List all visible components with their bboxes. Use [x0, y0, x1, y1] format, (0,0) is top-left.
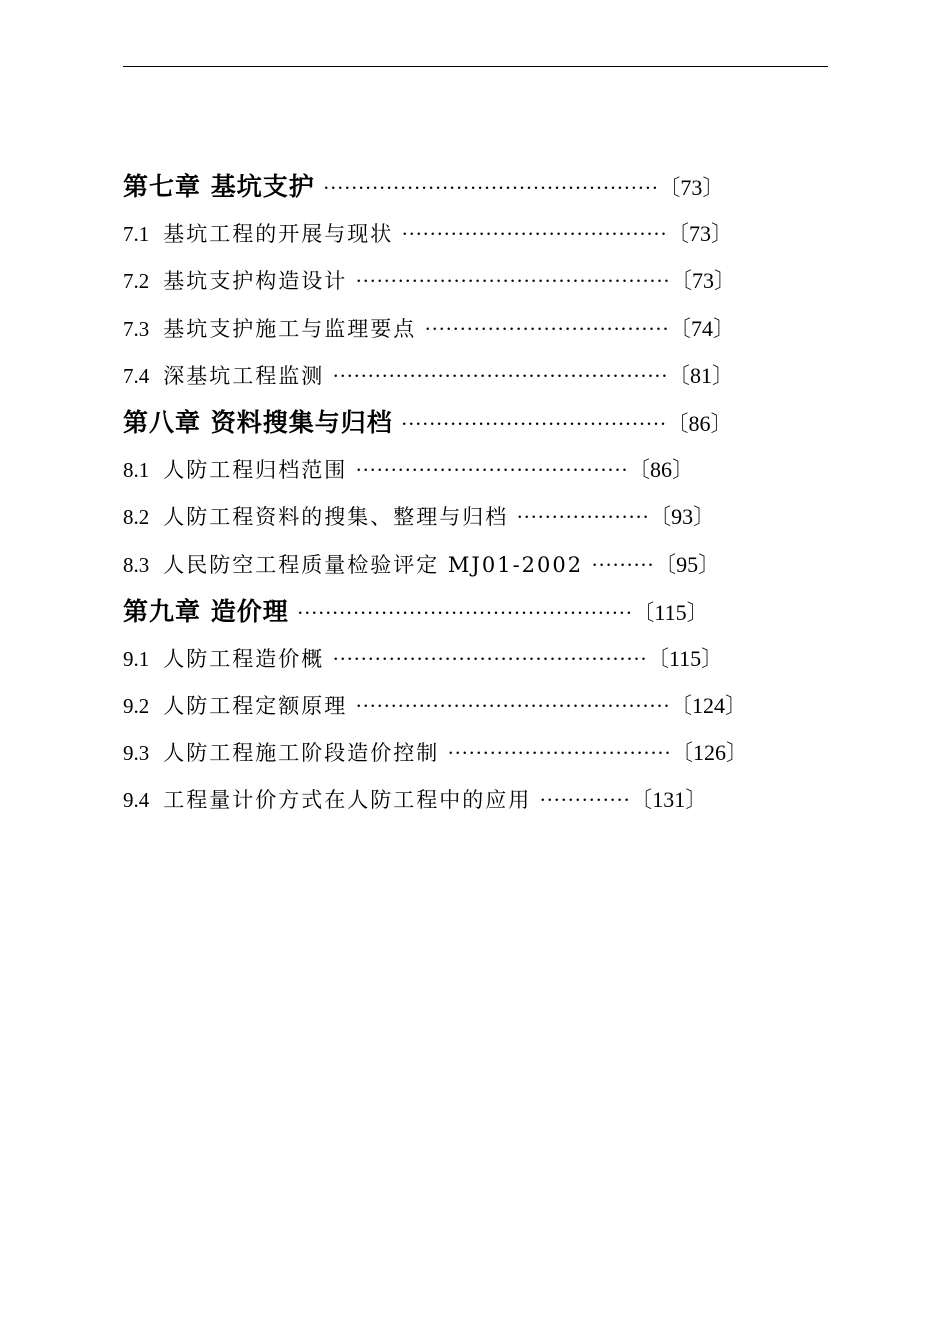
toc-entry-leader: ······································: [401, 222, 667, 247]
toc-entry-leader: ·············································: [355, 269, 670, 294]
toc-entry[interactable]: [123, 493, 828, 540]
toc-entry[interactable]: [123, 352, 828, 399]
toc-entry-title: 人防工程资料的搜集、整理与归档: [163, 505, 509, 530]
toc-entry-leader: ·············································: [355, 694, 670, 719]
toc-entry-title: 基坑支护构造设计: [163, 269, 348, 294]
toc-entry-page: 〔 73 〕: [658, 164, 724, 210]
toc-entry-page: 〔 73 〕: [667, 210, 733, 257]
toc-entry-page: 〔 124 〕: [670, 682, 747, 729]
toc-entry-leader: ···················: [516, 505, 650, 530]
toc-entry-number: 9.1: [123, 646, 150, 671]
toc-entry[interactable]: [123, 635, 828, 682]
toc-entry-title: 人防工程施工阶段造价控制: [163, 741, 440, 766]
toc-entry-title: 第七章 基坑支护: [123, 172, 315, 201]
toc-entry-title: 基坑支护施工与监理要点: [163, 316, 417, 341]
toc-entry-title: 人民防空工程质量检验评定 MJ01-2002: [163, 552, 584, 577]
toc-entry-title: 基坑工程的开展与现状: [163, 222, 394, 247]
toc-entry-title: 深基坑工程监测: [163, 363, 325, 388]
toc-entry[interactable]: [123, 257, 828, 304]
toc-entry-title: 人防工程定额原理: [163, 694, 348, 719]
toc-entry-number: 9.3: [123, 741, 150, 766]
toc-entry-title: 人防工程造价概: [163, 646, 325, 671]
toc-entry[interactable]: [123, 541, 828, 588]
toc-entry[interactable]: [123, 163, 828, 210]
toc-entry-number: 9.4: [123, 788, 150, 813]
toc-entry-title: 工程量计价方式在人防工程中的应用: [163, 788, 532, 813]
toc-entry[interactable]: [123, 776, 828, 823]
toc-entry-title: 第八章 资料搜集与归档: [123, 407, 393, 437]
toc-entry-page: 〔 95 〕: [654, 541, 720, 588]
toc-entry-leader: ···································: [424, 316, 670, 341]
toc-entry-leader: ································: [447, 741, 672, 766]
toc-entry[interactable]: [123, 399, 828, 446]
toc-entry-leader: ·············: [539, 788, 631, 813]
toc-entry-leader: ················································: [296, 600, 633, 625]
toc-entry[interactable]: [123, 729, 828, 776]
toc-entry-leader: ·········: [591, 552, 655, 577]
toc-entry-page: 〔 86 〕: [628, 446, 694, 493]
toc-entry-page: 〔 93 〕: [649, 493, 715, 540]
table-of-contents: [123, 163, 828, 824]
toc-entry-leader: ·······································: [355, 458, 628, 483]
toc-entry[interactable]: [123, 305, 828, 352]
toc-entry-page: 〔 131 〕: [630, 776, 707, 823]
toc-entry[interactable]: [123, 210, 828, 257]
toc-entry-number: 8.3: [123, 552, 150, 577]
toc-entry-number: 8.1: [123, 458, 150, 483]
toc-entry-page: 〔 86 〕: [666, 400, 732, 446]
toc-entry-number: 9.2: [123, 694, 150, 719]
toc-entry[interactable]: [123, 446, 828, 493]
toc-entry-leader: ················································: [322, 176, 659, 200]
toc-entry-number: 8.2: [123, 505, 150, 530]
toc-entry[interactable]: [123, 682, 828, 729]
toc-entry-page: 〔 74 〕: [669, 305, 735, 352]
toc-entry[interactable]: [123, 588, 828, 635]
toc-entry-number: 7.4: [123, 363, 150, 388]
toc-entry-leader: ·············································: [332, 646, 647, 671]
toc-entry-page: 〔 73 〕: [670, 257, 736, 304]
toc-entry-page: 〔 115 〕: [632, 589, 708, 635]
toc-entry-title: 第九章 造价理: [123, 596, 289, 626]
toc-entry-title: 人防工程归档范围: [163, 458, 348, 483]
toc-entry-page: 〔 126 〕: [671, 729, 748, 776]
toc-entry-number: 7.3: [123, 316, 150, 341]
toc-entry-number: 7.1: [123, 222, 150, 247]
toc-entry-leader: ······································: [400, 411, 667, 436]
header-rule: [123, 66, 828, 67]
toc-entry-page: 〔 81 〕: [668, 352, 734, 399]
toc-entry-leader: ················································: [332, 363, 668, 388]
toc-entry-page: 〔 115 〕: [647, 635, 723, 682]
toc-entry-number: 7.2: [123, 269, 150, 294]
